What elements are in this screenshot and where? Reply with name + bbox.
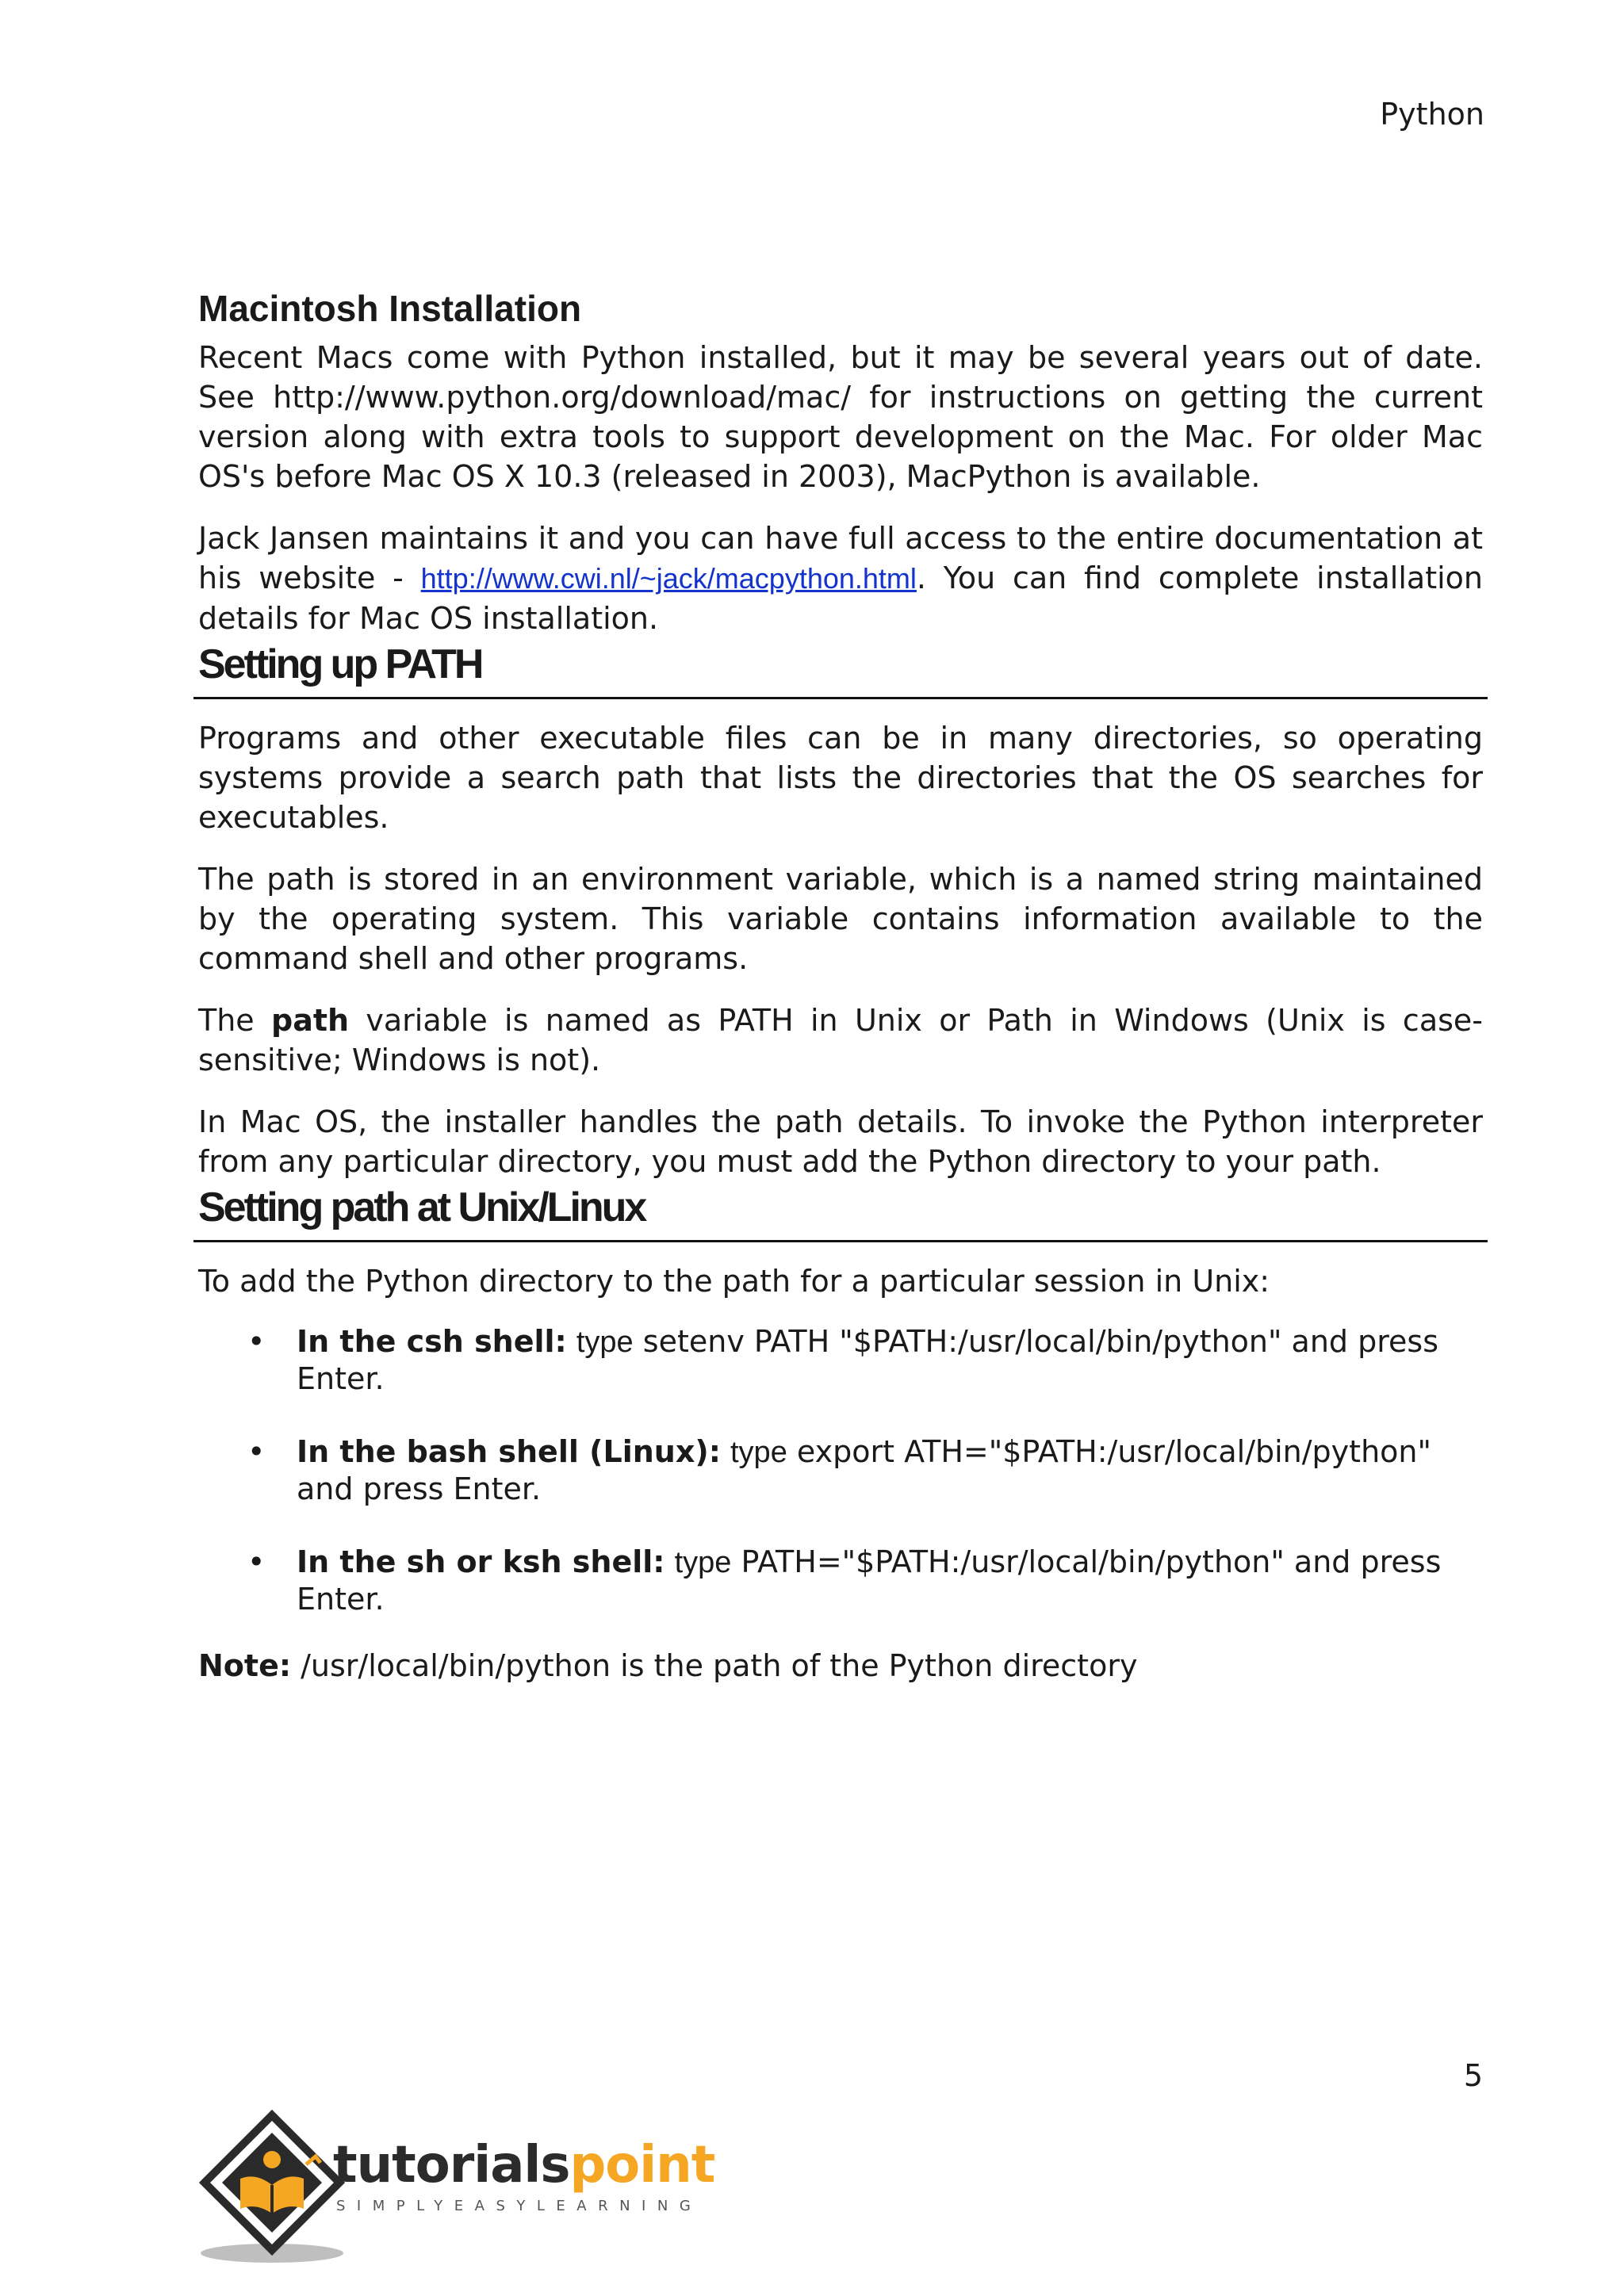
- macintosh-heading: Macintosh Installation: [198, 288, 582, 329]
- bullet-command: PATH="$PATH:/usr/local/bin/python" and press Enter.: [297, 1544, 1442, 1617]
- note-line: [198, 1646, 1483, 1686]
- bullet-label: In the sh or ksh shell:: [297, 1544, 665, 1579]
- unix-linux-heading: Setting path at Unix/Linux: [193, 1181, 1488, 1242]
- note-label: Note:: [198, 1648, 292, 1683]
- macpython-link[interactable]: http://www.cwi.nl/~jack/macpython.html: [420, 562, 917, 595]
- unix-intro: To add the Python directory to the path for a particular session in Unix:: [198, 1264, 1270, 1299]
- setting-up-path-heading: Setting up PATH: [193, 638, 1488, 699]
- logo-tagline: SIMPLYEASYLEARNING: [336, 2198, 703, 2214]
- bullet-label: In the bash shell (Linux):: [297, 1434, 721, 1469]
- list-item-bash: [198, 1433, 1483, 1507]
- bullet-type-word: type: [730, 1436, 787, 1469]
- logo-brand-part1: tutorials: [333, 2136, 570, 2195]
- bullet-command: setenv PATH "$PATH:/usr/local/bin/python" and press Enter.: [297, 1324, 1439, 1396]
- path-paragraph-4: In Mac OS, the installer handles the path details. To invoke the Python interpreter from any particular directory, you must add the Python directory to your path.: [198, 1104, 1483, 1179]
- page-content: [198, 285, 1483, 1686]
- tutorialspoint-logo: [197, 2109, 715, 2267]
- running-header: Python: [1380, 97, 1484, 132]
- note-text: /usr/local/bin/python is the path of the Python directory: [291, 1648, 1138, 1683]
- path-p3-text-before: The: [198, 1003, 272, 1038]
- path-p3-bold-word: path: [271, 1003, 350, 1038]
- logo-reader-head-icon: [263, 2151, 281, 2168]
- list-item-sh-ksh: [198, 1544, 1483, 1617]
- path-paragraph-2: The path is stored in an environment variable, which is a named string maintained by the operating system. This variable contains information available to the command shell and other programs.: [198, 862, 1483, 976]
- list-item-csh: [198, 1323, 1483, 1397]
- macintosh-p2-text-before: Jack Jansen maintains it and you can have full access to the entire documentation at his website -: [198, 521, 1483, 595]
- bullet-command: export ATH="$PATH:/usr/local/bin/python" and press Enter.: [297, 1434, 1431, 1506]
- shell-bullet-list: [198, 1323, 1483, 1617]
- macintosh-p2-text-after: . You can find complete installation details for Mac OS installation.: [198, 561, 1484, 636]
- macintosh-paragraph-1: Recent Macs come with Python installed, but it may be several years out of date. See http://www.python.org/download/mac/ for instructions on getting the current version along with extra tools to support development on the Mac. For older Mac OS's before Mac OS X 10.3 (released in 2003), MacPython is available.: [198, 340, 1483, 494]
- bullet-label: In the csh shell:: [297, 1324, 567, 1359]
- page-number: 5: [1463, 2058, 1483, 2093]
- macintosh-paragraph-2: [198, 519, 1483, 638]
- path-paragraph-3: [198, 1001, 1483, 1080]
- bullet-type-word: type: [576, 1326, 634, 1359]
- bullet-icon: •: [247, 1544, 266, 1579]
- bullet-icon: •: [247, 1434, 266, 1469]
- bullet-type-word: type: [674, 1546, 732, 1579]
- bullet-icon: •: [247, 1324, 266, 1359]
- logo-wordmark: [333, 2136, 715, 2195]
- path-p3-text-after: variable is named as PATH in Unix or Path in Windows (Unix is case-sensitive; Windows is not).: [198, 1003, 1483, 1077]
- path-paragraph-1: Programs and other executable files can be in many directories, so operating systems provide a search path that lists the directories that the OS searches for executables.: [198, 721, 1483, 835]
- logo-brand-part2: point: [569, 2136, 715, 2195]
